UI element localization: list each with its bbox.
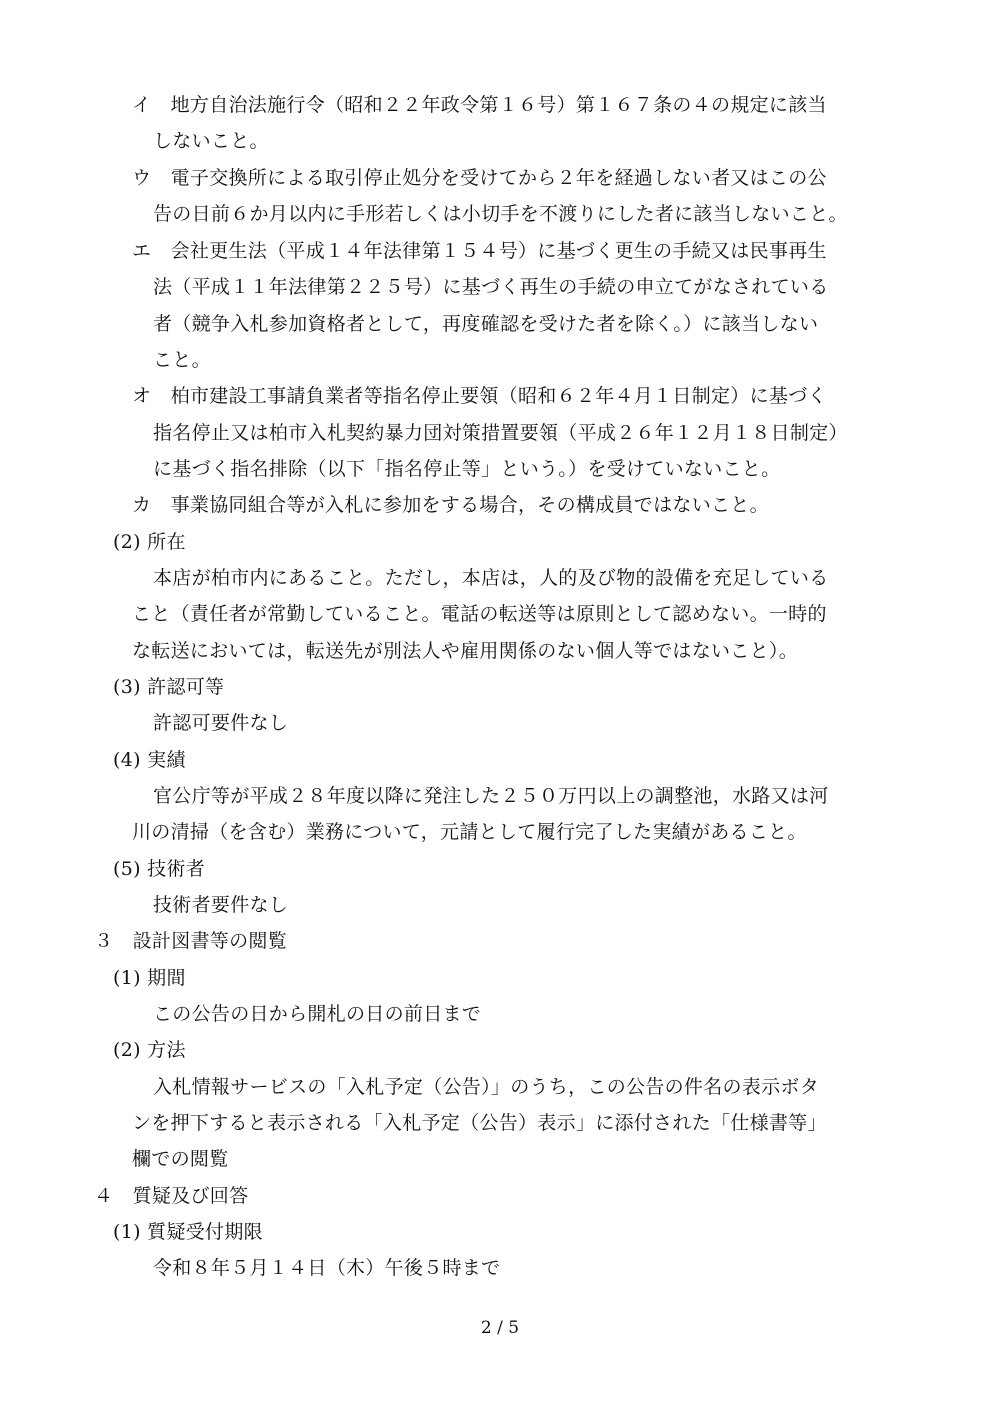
section-heading: (1) 質疑受付期限 <box>113 1221 263 1243</box>
text-line: オ 柏市建設工事請負業者等指名停止要領（昭和６２年４月１日制定）に基づく <box>132 385 827 407</box>
text-line: 本店が柏市内にあること。ただし，本店は，人的及び物的設備を充足している <box>153 567 829 589</box>
text-line: 法（平成１１年法律第２２５号）に基づく再生の手続の申立てがなされている <box>153 276 829 298</box>
text-line: この公告の日から開札の日の前日まで <box>153 1003 482 1025</box>
chapter-heading: ４ 質疑及び回答 <box>94 1185 249 1207</box>
text-line: 欄での閲覧 <box>132 1148 229 1170</box>
text-line: ウ 電子交換所による取引停止処分を受けてから２年を経過しない者又はこの公 <box>132 167 827 189</box>
text-line: 許認可要件なし <box>153 712 289 734</box>
section-heading: (1) 期間 <box>113 967 186 989</box>
section-heading: (3) 許認可等 <box>113 676 225 698</box>
text-line: 指名停止又は柏市入札契約暴力団対策措置要領（平成２６年１２月１８日制定） <box>153 422 848 444</box>
text-line: カ 事業協同組合等が入札に参加をする場合，その構成員ではないこと。 <box>132 494 769 516</box>
text-line: 令和８年５月１４日（木）午後５時まで <box>153 1257 501 1279</box>
text-line: こと（責任者が常勤していること。電話の転送等は原則として認めない。一時的 <box>132 603 827 625</box>
text-line: に基づく指名排除（以下「指名停止等」という。）を受けていないこと。 <box>153 458 781 480</box>
text-line: 告の日前６か月以内に手形若しくは小切手を不渡りにした者に該当しないこと。 <box>153 203 848 225</box>
text-line: 入札情報サービスの「入札予定（公告）」のうち，この公告の件名の表示ボタ <box>153 1076 820 1098</box>
page-number: 2 / 5 <box>480 1318 520 1338</box>
chapter-heading: ３ 設計図書等の閲覧 <box>94 930 288 952</box>
section-heading: (4) 実績 <box>113 749 186 771</box>
text-line: イ 地方自治法施行令（昭和２２年政令第１６号）第１６７条の４の規定に該当 <box>132 94 827 116</box>
text-line: しないこと。 <box>153 130 269 152</box>
section-heading: (2) 所在 <box>113 531 186 553</box>
text-line: な転送においては，転送先が別法人や雇用関係のない個人等ではないこと）。 <box>132 640 799 662</box>
text-line: 技術者要件なし <box>153 894 289 916</box>
text-line: ンを押下すると表示される「入札予定（公告）表示」に添付された「仕様書等」 <box>132 1112 827 1134</box>
text-line: こと。 <box>153 349 211 371</box>
text-line: エ 会社更生法（平成１４年法律第１５４号）に基づく更生の手続又は民事再生 <box>132 240 827 262</box>
text-line: 川の清掃（を含む）業務について，元請として履行完了した実績があること。 <box>132 821 807 843</box>
section-heading: (2) 方法 <box>113 1039 186 1061</box>
text-line: 官公庁等が平成２８年度以降に発注した２５０万円以上の調整池，水路又は河 <box>153 785 829 807</box>
text-line: 者（競争入札参加資格者として，再度確認を受けた者を除く。）に該当しない <box>153 313 819 335</box>
section-heading: (5) 技術者 <box>113 858 206 880</box>
